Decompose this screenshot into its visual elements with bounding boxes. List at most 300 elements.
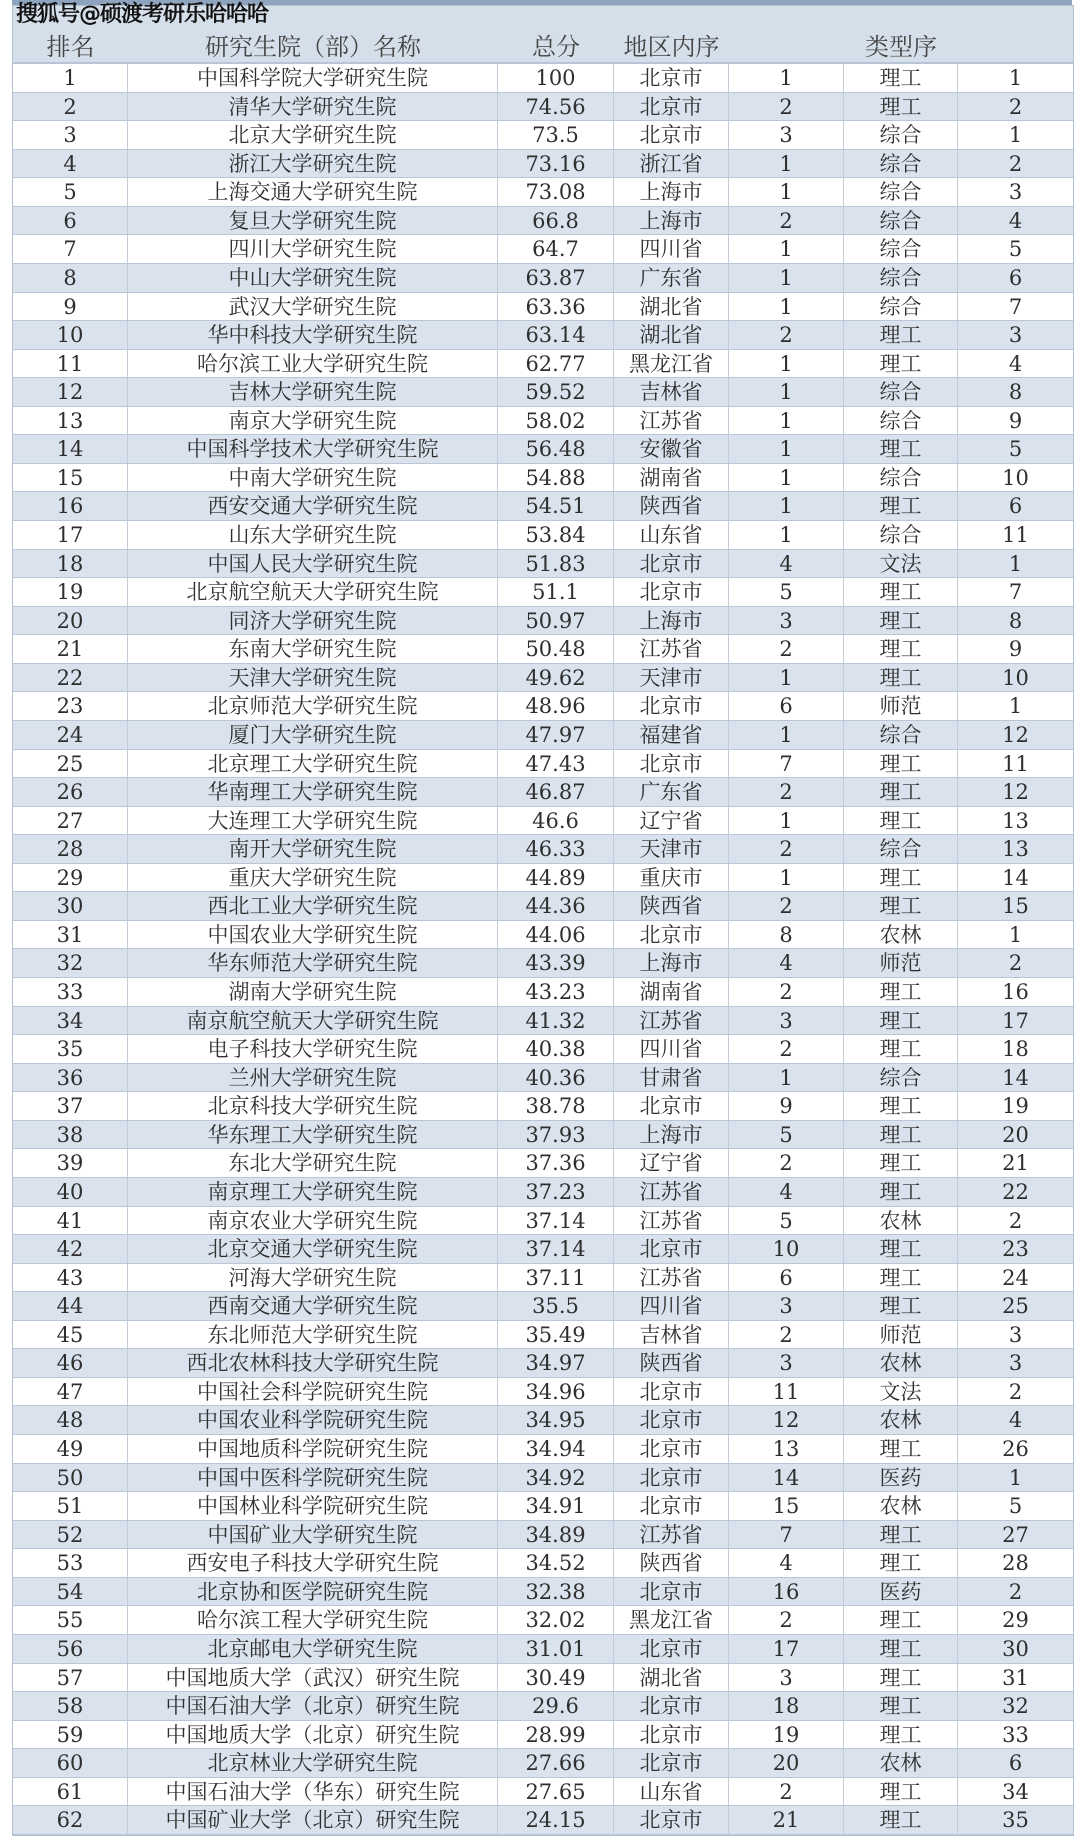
type-rank-cell: 13 (1002, 837, 1029, 862)
rank-cell: 26 (13, 778, 128, 806)
region-rank-cell: 14 (729, 1464, 844, 1492)
score-cell: 34.96 (498, 1378, 614, 1406)
table-row (13, 692, 1073, 721)
type-cell: 理工 (844, 1664, 958, 1692)
score-cell: 30.49 (498, 1664, 614, 1692)
rank-cell: 8 (13, 264, 128, 292)
region-cell: 北京市 (614, 1406, 729, 1434)
type-cell: 理工 (844, 64, 958, 92)
type-rank-cell: 1 (1008, 922, 1023, 947)
region-rank-cell: 3 (729, 1292, 844, 1320)
region-rank-cell: 1 (729, 864, 844, 892)
name-cell: 武汉大学研究生院 (128, 293, 498, 321)
rank-cell: 42 (13, 1235, 128, 1263)
table-row (13, 1378, 1073, 1407)
region-rank-cell: 2 (729, 1606, 844, 1634)
type-rank-cell: 1 (1008, 123, 1023, 148)
type-cell: 理工 (844, 1178, 958, 1206)
region-rank-cell: 1 (729, 1064, 844, 1092)
region-rank-cell: 1 (729, 64, 844, 92)
type-rank-cell: 35 (1002, 1808, 1029, 1833)
name-cell: 南开大学研究生院 (128, 835, 498, 863)
region-cell: 江苏省 (614, 1007, 729, 1035)
rank-cell: 5 (13, 178, 128, 206)
type-rank-cell: 5 (1008, 437, 1023, 462)
type-cell: 综合 (844, 1064, 958, 1092)
score-cell: 50.97 (498, 607, 614, 635)
region-cell: 北京市 (614, 1378, 729, 1406)
region-rank-cell: 10 (729, 1235, 844, 1263)
score-cell: 40.36 (498, 1064, 614, 1092)
type-rank-cell: 3 (1008, 323, 1023, 348)
region-rank-cell: 4 (729, 1178, 844, 1206)
region-cell: 北京市 (614, 64, 729, 92)
score-cell: 73.16 (498, 150, 614, 178)
name-cell: 华东师范大学研究生院 (128, 949, 498, 977)
score-cell: 59.52 (498, 378, 614, 406)
rank-cell: 40 (13, 1178, 128, 1206)
type-cell: 理工 (844, 1035, 958, 1063)
region-rank-cell: 1 (729, 378, 844, 406)
type-rank-cell: 24 (1002, 1265, 1029, 1290)
rank-cell: 30 (13, 892, 128, 920)
header-name: 研究生院（部）名称 (205, 33, 421, 61)
name-cell: 北京协和医学院研究生院 (128, 1578, 498, 1606)
rank-cell: 46 (13, 1349, 128, 1377)
table-row (13, 1664, 1073, 1693)
rank-cell: 19 (13, 578, 128, 606)
name-cell: 中国矿业大学（北京）研究生院 (128, 1806, 498, 1834)
type-rank-cell: 8 (1008, 608, 1023, 633)
score-cell: 32.02 (498, 1606, 614, 1634)
header-region-rank: 地区内序 (623, 33, 720, 61)
table-row (13, 1321, 1073, 1350)
table-row (13, 1721, 1073, 1750)
name-cell: 中国石油大学（北京）研究生院 (128, 1692, 498, 1720)
score-cell: 29.6 (498, 1692, 614, 1720)
ranking-table (12, 2, 1074, 1836)
region-cell: 吉林省 (614, 378, 729, 406)
type-cell: 理工 (844, 93, 958, 121)
region-rank-cell: 5 (729, 1207, 844, 1235)
table-row (13, 150, 1073, 179)
type-rank-cell: 1 (1008, 1465, 1023, 1490)
region-rank-cell: 12 (729, 1406, 844, 1434)
region-cell: 广东省 (614, 778, 729, 806)
type-cell: 理工 (844, 578, 958, 606)
type-rank-cell: 29 (1002, 1608, 1029, 1633)
table-row (13, 64, 1073, 93)
type-cell: 文法 (844, 550, 958, 578)
region-rank-cell: 1 (729, 350, 844, 378)
table-row (13, 321, 1073, 350)
region-rank-cell: 8 (729, 921, 844, 949)
score-cell: 28.99 (498, 1721, 614, 1749)
score-cell: 24.15 (498, 1806, 614, 1834)
type-rank-cell: 4 (1008, 351, 1023, 376)
table-row (13, 435, 1073, 464)
rank-cell: 6 (13, 207, 128, 235)
table-row (13, 207, 1073, 236)
region-rank-cell: 1 (729, 264, 844, 292)
region-rank-cell: 6 (729, 1264, 844, 1292)
region-cell: 北京市 (614, 921, 729, 949)
type-rank-cell: 33 (1002, 1722, 1029, 1747)
region-cell: 山东省 (614, 521, 729, 549)
region-cell: 江苏省 (614, 1178, 729, 1206)
region-cell: 陕西省 (614, 1549, 729, 1577)
type-rank-cell: 2 (1008, 94, 1023, 119)
score-cell: 74.56 (498, 93, 614, 121)
name-cell: 中国社会科学院研究生院 (128, 1378, 498, 1406)
type-rank-cell: 3 (1008, 1351, 1023, 1376)
type-cell: 理工 (844, 892, 958, 920)
header-score: 总分 (532, 33, 580, 61)
name-cell: 清华大学研究生院 (128, 93, 498, 121)
rank-cell: 18 (13, 550, 128, 578)
name-cell: 西安电子科技大学研究生院 (128, 1549, 498, 1577)
name-cell: 大连理工大学研究生院 (128, 807, 498, 835)
table-row (13, 1578, 1073, 1607)
score-cell: 34.52 (498, 1549, 614, 1577)
table-row (13, 778, 1073, 807)
name-cell: 电子科技大学研究生院 (128, 1035, 498, 1063)
rank-cell: 21 (13, 635, 128, 663)
rank-cell: 16 (13, 492, 128, 520)
table-row (13, 1521, 1073, 1550)
region-cell: 北京市 (614, 1492, 729, 1520)
table-row (13, 293, 1073, 322)
type-cell: 理工 (844, 978, 958, 1006)
name-cell: 北京交通大学研究生院 (128, 1235, 498, 1263)
score-cell: 63.36 (498, 293, 614, 321)
region-rank-cell: 1 (729, 492, 844, 520)
name-cell: 中山大学研究生院 (128, 264, 498, 292)
type-cell: 理工 (844, 1235, 958, 1263)
table-row (13, 578, 1073, 607)
type-rank-cell: 5 (1008, 237, 1023, 262)
region-rank-cell: 3 (729, 607, 844, 635)
rank-cell: 61 (13, 1778, 128, 1806)
region-rank-cell: 1 (729, 464, 844, 492)
rank-cell: 29 (13, 864, 128, 892)
name-cell: 中国科学技术大学研究生院 (128, 435, 498, 463)
name-cell: 哈尔滨工业大学研究生院 (128, 350, 498, 378)
table-row (13, 1264, 1073, 1293)
type-rank-cell: 9 (1008, 408, 1023, 433)
name-cell: 河海大学研究生院 (128, 1264, 498, 1292)
region-rank-cell: 2 (729, 321, 844, 349)
name-cell: 北京大学研究生院 (128, 121, 498, 149)
region-rank-cell: 20 (729, 1749, 844, 1777)
type-rank-cell: 11 (1002, 751, 1029, 776)
name-cell: 中国农业科学院研究生院 (128, 1406, 498, 1434)
type-rank-cell: 4 (1008, 1408, 1023, 1433)
table-row (13, 521, 1073, 550)
rank-cell: 34 (13, 1007, 128, 1035)
score-cell: 63.14 (498, 321, 614, 349)
type-cell: 医药 (844, 1578, 958, 1606)
table-row (13, 1007, 1073, 1036)
region-rank-cell: 2 (729, 978, 844, 1006)
name-cell: 中国石油大学（华东）研究生院 (128, 1778, 498, 1806)
type-cell: 理工 (844, 1149, 958, 1177)
region-rank-cell: 1 (729, 807, 844, 835)
table-row (13, 1292, 1073, 1321)
table-row (13, 1749, 1073, 1778)
type-rank-cell: 32 (1002, 1694, 1029, 1719)
region-rank-cell: 2 (729, 635, 844, 663)
region-cell: 陕西省 (614, 892, 729, 920)
rank-cell: 53 (13, 1549, 128, 1577)
score-cell: 100 (498, 64, 614, 92)
region-rank-cell: 3 (729, 1664, 844, 1692)
score-cell: 50.48 (498, 635, 614, 663)
name-cell: 西安交通大学研究生院 (128, 492, 498, 520)
rank-cell: 27 (13, 807, 128, 835)
name-cell: 天津大学研究生院 (128, 664, 498, 692)
region-rank-cell: 1 (729, 435, 844, 463)
type-cell: 师范 (844, 1321, 958, 1349)
score-cell: 46.87 (498, 778, 614, 806)
region-rank-cell: 2 (729, 892, 844, 920)
score-cell: 73.08 (498, 178, 614, 206)
table-row (13, 1064, 1073, 1093)
name-cell: 厦门大学研究生院 (128, 721, 498, 749)
region-rank-cell: 3 (729, 1349, 844, 1377)
type-cell: 理工 (844, 750, 958, 778)
type-cell: 综合 (844, 835, 958, 863)
region-rank-cell: 3 (729, 121, 844, 149)
name-cell: 华东理工大学研究生院 (128, 1121, 498, 1149)
rank-cell: 23 (13, 692, 128, 720)
type-cell: 农林 (844, 1406, 958, 1434)
score-cell: 73.5 (498, 121, 614, 149)
region-cell: 上海市 (614, 607, 729, 635)
type-rank-cell: 11 (1002, 523, 1029, 547)
region-rank-cell: 1 (729, 235, 844, 263)
region-cell: 湖北省 (614, 1664, 729, 1692)
rank-cell: 22 (13, 664, 128, 692)
region-cell: 北京市 (614, 1092, 729, 1120)
region-cell: 辽宁省 (614, 807, 729, 835)
score-cell: 34.91 (498, 1492, 614, 1520)
type-rank-cell: 8 (1008, 380, 1023, 405)
type-cell: 理工 (844, 664, 958, 692)
rank-cell: 38 (13, 1121, 128, 1149)
score-cell: 49.62 (498, 664, 614, 692)
table-row (13, 178, 1073, 207)
name-cell: 东北大学研究生院 (128, 1149, 498, 1177)
score-cell: 41.32 (498, 1007, 614, 1035)
rank-cell: 59 (13, 1721, 128, 1749)
region-rank-cell: 11 (729, 1378, 844, 1406)
name-cell: 兰州大学研究生院 (128, 1064, 498, 1092)
region-cell: 重庆市 (614, 864, 729, 892)
type-rank-cell: 12 (1002, 780, 1029, 805)
type-rank-cell: 6 (1008, 265, 1023, 290)
region-rank-cell: 7 (729, 750, 844, 778)
name-cell: 南京理工大学研究生院 (128, 1178, 498, 1206)
rank-cell: 45 (13, 1321, 128, 1349)
name-cell: 上海交通大学研究生院 (128, 178, 498, 206)
type-cell: 综合 (844, 293, 958, 321)
score-cell: 46.6 (498, 807, 614, 835)
score-cell: 37.93 (498, 1121, 614, 1149)
type-rank-cell: 14 (1002, 1065, 1029, 1090)
region-rank-cell: 17 (729, 1635, 844, 1663)
rank-cell: 20 (13, 607, 128, 635)
table-row (13, 1692, 1073, 1721)
region-cell: 上海市 (614, 207, 729, 235)
type-rank-cell: 30 (1002, 1636, 1029, 1661)
table-row (13, 492, 1073, 521)
table-body (13, 64, 1073, 1835)
name-cell: 南京大学研究生院 (128, 407, 498, 435)
region-cell: 北京市 (614, 1235, 729, 1263)
rank-cell: 24 (13, 721, 128, 749)
type-cell: 理工 (844, 1721, 958, 1749)
region-cell: 山东省 (614, 1778, 729, 1806)
rank-cell: 14 (13, 435, 128, 463)
table-row (13, 635, 1073, 664)
region-rank-cell: 2 (729, 93, 844, 121)
table-row (13, 835, 1073, 864)
score-cell: 64.7 (498, 235, 614, 263)
region-rank-cell: 21 (729, 1806, 844, 1834)
name-cell: 中国林业科学院研究生院 (128, 1492, 498, 1520)
type-cell: 农林 (844, 1749, 958, 1777)
type-cell: 医药 (844, 1464, 958, 1492)
type-cell: 农林 (844, 1207, 958, 1235)
name-cell: 东南大学研究生院 (128, 635, 498, 663)
name-cell: 北京科技大学研究生院 (128, 1092, 498, 1120)
table-row (13, 864, 1073, 893)
score-cell: 44.89 (498, 864, 614, 892)
name-cell: 中国地质大学（武汉）研究生院 (128, 1664, 498, 1692)
rank-cell: 1 (13, 64, 128, 92)
type-cell: 理工 (844, 635, 958, 663)
table-row (13, 949, 1073, 978)
type-rank-cell: 20 (1002, 1122, 1029, 1147)
name-cell: 复旦大学研究生院 (128, 207, 498, 235)
region-rank-cell: 1 (729, 178, 844, 206)
name-cell: 华中科技大学研究生院 (128, 321, 498, 349)
score-cell: 43.23 (498, 978, 614, 1006)
region-rank-cell: 1 (729, 150, 844, 178)
name-cell: 中国科学院大学研究生院 (128, 64, 498, 92)
region-cell: 北京市 (614, 750, 729, 778)
score-cell: 47.97 (498, 721, 614, 749)
rank-cell: 25 (13, 750, 128, 778)
name-cell: 西北工业大学研究生院 (128, 892, 498, 920)
score-cell: 43.39 (498, 949, 614, 977)
name-cell: 北京林业大学研究生院 (128, 1749, 498, 1777)
score-cell: 37.14 (498, 1235, 614, 1263)
type-rank-cell: 2 (1008, 951, 1023, 976)
type-cell: 师范 (844, 949, 958, 977)
rank-cell: 37 (13, 1092, 128, 1120)
type-rank-cell: 1 (1008, 551, 1023, 576)
score-cell: 48.96 (498, 692, 614, 720)
score-cell: 58.02 (498, 407, 614, 435)
type-rank-cell: 7 (1008, 580, 1023, 605)
type-rank-cell: 4 (1008, 208, 1023, 233)
type-rank-cell: 19 (1002, 1094, 1029, 1119)
region-cell: 陕西省 (614, 1349, 729, 1377)
region-cell: 四川省 (614, 235, 729, 263)
type-rank-cell: 18 (1002, 1037, 1029, 1062)
table-row (13, 93, 1073, 122)
region-cell: 上海市 (614, 949, 729, 977)
type-cell: 综合 (844, 235, 958, 263)
type-cell: 理工 (844, 350, 958, 378)
table-row (13, 1121, 1073, 1150)
score-cell: 37.11 (498, 1264, 614, 1292)
score-cell: 44.06 (498, 921, 614, 949)
type-rank-cell: 16 (1002, 980, 1029, 1004)
region-cell: 辽宁省 (614, 1149, 729, 1177)
score-cell: 54.51 (498, 492, 614, 520)
table-row (13, 1806, 1073, 1835)
type-rank-cell: 2 (1008, 151, 1023, 176)
name-cell: 东北师范大学研究生院 (128, 1321, 498, 1349)
type-cell: 理工 (844, 321, 958, 349)
name-cell: 南京航空航天大学研究生院 (128, 1007, 498, 1035)
region-cell: 黑龙江省 (614, 1606, 729, 1634)
region-cell: 北京市 (614, 1464, 729, 1492)
region-cell: 吉林省 (614, 1321, 729, 1349)
table-row (13, 350, 1073, 379)
name-cell: 北京航空航天大学研究生院 (128, 578, 498, 606)
region-rank-cell: 18 (729, 1692, 844, 1720)
rank-cell: 17 (13, 521, 128, 549)
region-cell: 天津市 (614, 664, 729, 692)
score-cell: 27.65 (498, 1778, 614, 1806)
rank-cell: 12 (13, 378, 128, 406)
type-cell: 理工 (844, 492, 958, 520)
type-rank-cell: 21 (1002, 1151, 1029, 1176)
type-rank-cell: 28 (1002, 1551, 1029, 1576)
score-cell: 35.49 (498, 1321, 614, 1349)
type-cell: 理工 (844, 778, 958, 806)
rank-cell: 3 (13, 121, 128, 149)
region-cell: 北京市 (614, 692, 729, 720)
type-cell: 农林 (844, 1492, 958, 1520)
type-rank-cell: 1 (1008, 694, 1023, 719)
type-cell: 理工 (844, 1007, 958, 1035)
name-cell: 山东大学研究生院 (128, 521, 498, 549)
table-row (13, 1349, 1073, 1378)
rank-cell: 57 (13, 1664, 128, 1692)
rank-cell: 10 (13, 321, 128, 349)
score-cell: 47.43 (498, 750, 614, 778)
name-cell: 中国中医科学院研究生院 (128, 1464, 498, 1492)
name-cell: 中南大学研究生院 (128, 464, 498, 492)
region-rank-cell: 5 (729, 578, 844, 606)
table-row (13, 664, 1073, 693)
region-rank-cell: 4 (729, 550, 844, 578)
region-cell: 陕西省 (614, 492, 729, 520)
type-cell: 农林 (844, 921, 958, 949)
score-cell: 40.38 (498, 1035, 614, 1063)
rank-cell: 60 (13, 1749, 128, 1777)
score-cell: 54.88 (498, 464, 614, 492)
type-rank-cell: 31 (1002, 1665, 1029, 1690)
score-cell: 62.77 (498, 350, 614, 378)
type-cell: 师范 (844, 692, 958, 720)
score-cell: 34.94 (498, 1435, 614, 1463)
